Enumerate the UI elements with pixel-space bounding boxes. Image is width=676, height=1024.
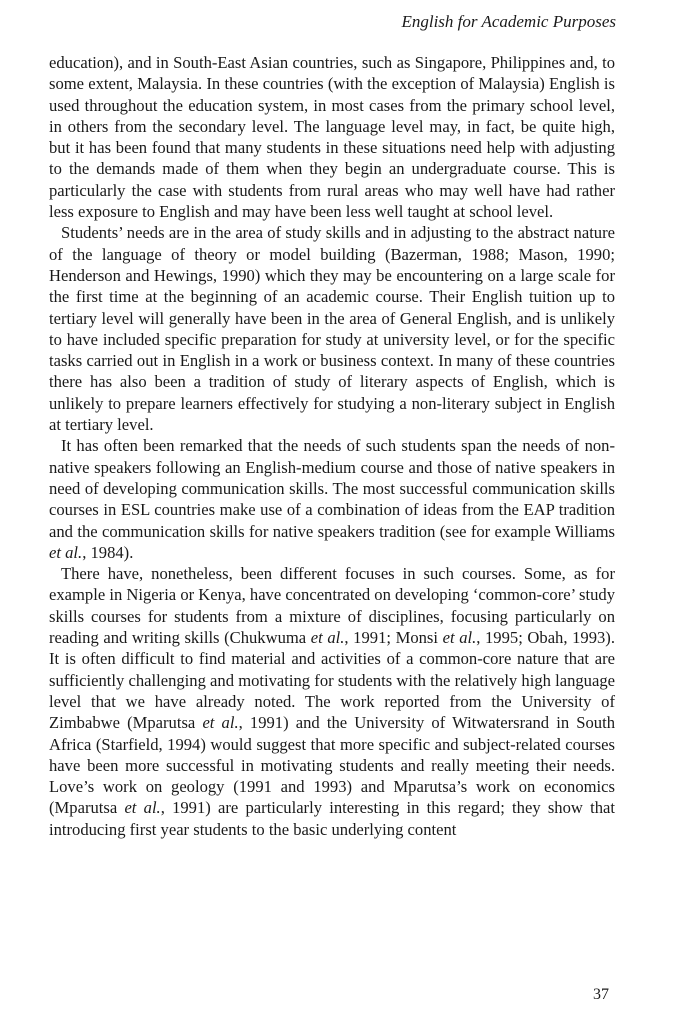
- paragraph: [49, 52, 615, 222]
- running-header: English for Academic Purposes: [401, 12, 616, 31]
- body-text: [49, 52, 615, 840]
- text-run: Students’ needs are in the area of study skills and in adjusting to the abstract nature of the language of theory or model building (Bazerman, 1988; Mason, 1990; Henderson and Hewings, 1990) which they may be encountering on a large scale for the first time at the beginning of an academic course. Their English tuition up to tertiary level will generally have been in the area of General English, and is unlikely to have included specific preparation for study at university level, or for the specific tasks carried out in English in a work or business context. In many of these countries there has also been a tradition of study of literary aspects of English, which is unlikely to prepare learners effectively for studying a non-literary subject in English at tertiary level.: [49, 223, 615, 435]
- text-run: , 1991; Monsi: [344, 628, 443, 648]
- text-run: , 1995; Obah, 1993). It is often difficult to find material and activities of a common-core nature that are sufficiently challenging and motivating for students with the relatively high language level that we have already noted. The work reported from the University of Zimbabwe (Mparutsa: [49, 628, 615, 733]
- italic-citation: et al.: [202, 713, 239, 733]
- text-run: , 1984).: [82, 542, 134, 562]
- italic-citation: et al.: [310, 628, 345, 648]
- paragraph: [49, 563, 615, 840]
- text-run: , 1991) and the University of Witwatersrand in South Africa (Starfield, 1994) would suggest that more specific and subject-related courses have been more successful in motivating students and really meeting their needs. Love’s work on geology (1991 and 1993) and Mparutsa’s work on economics (Mparutsa: [49, 713, 615, 818]
- page-number: 37: [593, 986, 609, 1003]
- paragraph: [49, 435, 615, 563]
- text-run: education), and in South-East Asian countries, such as Singapore, Philippines and, to some extent, Malaysia. In these countries (with the exception of Malaysia) English is used throughout the education system, in most cases from the primary school level, in others from the secondary level. The language level may, in fact, be quite high, but it has been found that many students in these situations need help with adjusting to the demands made of them when they begin an undergraduate course. This is particularly the case with students from rural areas who may well have had rather less exposure to English and may have been less well taught at school level.: [49, 53, 615, 222]
- text-run: , 1991) are particularly interesting in this regard; they show that introducing first year students to the basic underlying content: [49, 798, 615, 839]
- italic-citation: et al.: [124, 798, 161, 818]
- text-run: It has often been remarked that the needs of such students span the needs of non-native speakers following an English-medium course and those of native speakers in need of developing communication skills. The most successful communication skills courses in ESL countries make use of a combination of ideas from the EAP tradition and the communication skills for native speakers tradition (see for example Williams: [49, 436, 615, 541]
- italic-citation: et al.: [442, 628, 477, 648]
- italic-citation: et al.: [49, 542, 83, 562]
- text-run: There have, nonetheless, been different focuses in such courses. Some, as for example in Nigeria or Kenya, have concentrated on developing ‘common-core’ study skills courses for students from a mixture of disciplines, focusing particularly on reading and writing skills (Chukwuma: [49, 564, 615, 648]
- paragraph: [49, 222, 615, 435]
